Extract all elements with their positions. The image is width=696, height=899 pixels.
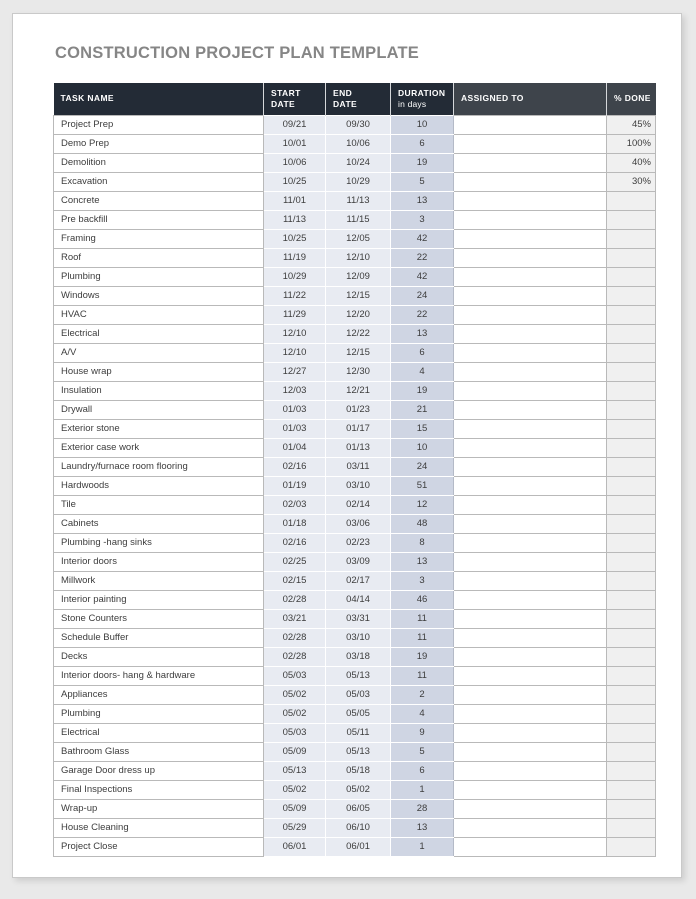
task-name-cell: HVAC <box>54 305 264 324</box>
percent-done-cell <box>607 324 656 343</box>
percent-done-cell <box>607 552 656 571</box>
task-name-cell: Stone Counters <box>54 609 264 628</box>
document-page <box>12 13 682 878</box>
start-date-cell: 02/28 <box>264 647 326 666</box>
assigned-to-cell <box>454 590 607 609</box>
table-row <box>54 400 656 419</box>
end-date-cell: 11/13 <box>326 191 391 210</box>
table-row <box>54 419 656 438</box>
task-name-cell: Project Close <box>54 837 264 856</box>
task-name-cell: Insulation <box>54 381 264 400</box>
assigned-to-cell <box>454 229 607 248</box>
table-row <box>54 799 656 818</box>
page-title: CONSTRUCTION PROJECT PLAN TEMPLATE <box>55 44 419 62</box>
start-date-cell: 06/01 <box>264 837 326 856</box>
start-date-cell: 02/15 <box>264 571 326 590</box>
table-row <box>54 153 656 172</box>
task-name-cell: Plumbing <box>54 704 264 723</box>
duration-cell: 3 <box>391 571 454 590</box>
start-date-cell: 01/18 <box>264 514 326 533</box>
table-row <box>54 210 656 229</box>
task-name-cell: Demo Prep <box>54 134 264 153</box>
end-date-cell: 10/29 <box>326 172 391 191</box>
duration-cell: 6 <box>391 343 454 362</box>
start-date-cell: 05/02 <box>264 780 326 799</box>
start-date-cell: 02/28 <box>264 628 326 647</box>
percent-done-cell <box>607 229 656 248</box>
task-name-cell: Decks <box>54 647 264 666</box>
start-date-cell: 05/29 <box>264 818 326 837</box>
start-date-cell: 10/01 <box>264 134 326 153</box>
task-name-cell: Excavation <box>54 172 264 191</box>
duration-cell: 9 <box>391 723 454 742</box>
col-header-end-line1: END <box>333 88 353 99</box>
assigned-to-cell <box>454 742 607 761</box>
percent-done-cell <box>607 704 656 723</box>
assigned-to-cell <box>454 476 607 495</box>
percent-done-cell <box>607 343 656 362</box>
assigned-to-cell <box>454 609 607 628</box>
end-date-cell: 05/05 <box>326 704 391 723</box>
start-date-cell: 05/09 <box>264 742 326 761</box>
percent-done-cell <box>607 647 656 666</box>
end-date-cell: 01/23 <box>326 400 391 419</box>
percent-done-cell <box>607 742 656 761</box>
end-date-cell: 12/09 <box>326 267 391 286</box>
start-date-cell: 11/19 <box>264 248 326 267</box>
assigned-to-cell <box>454 248 607 267</box>
end-date-cell: 05/11 <box>326 723 391 742</box>
start-date-cell: 01/19 <box>264 476 326 495</box>
task-name-cell: Laundry/furnace room flooring <box>54 457 264 476</box>
duration-cell: 6 <box>391 761 454 780</box>
task-name-cell: Drywall <box>54 400 264 419</box>
percent-done-cell: 40% <box>607 153 656 172</box>
percent-done-cell <box>607 780 656 799</box>
percent-done-cell <box>607 685 656 704</box>
duration-cell: 11 <box>391 628 454 647</box>
assigned-to-cell <box>454 210 607 229</box>
table-row <box>54 457 656 476</box>
task-name-cell: House Cleaning <box>54 818 264 837</box>
assigned-to-cell <box>454 704 607 723</box>
task-name-cell: Appliances <box>54 685 264 704</box>
task-name-cell: Pre backfill <box>54 210 264 229</box>
table-row <box>54 723 656 742</box>
duration-cell: 51 <box>391 476 454 495</box>
percent-done-cell <box>607 400 656 419</box>
assigned-to-cell <box>454 381 607 400</box>
start-date-cell: 01/04 <box>264 438 326 457</box>
table-row <box>54 780 656 799</box>
table-row <box>54 552 656 571</box>
table-row <box>54 476 656 495</box>
table-row <box>54 115 656 134</box>
percent-done-cell <box>607 571 656 590</box>
header-row <box>54 83 656 115</box>
end-date-cell: 03/18 <box>326 647 391 666</box>
percent-done-cell <box>607 818 656 837</box>
percent-done-cell <box>607 628 656 647</box>
start-date-cell: 10/25 <box>264 229 326 248</box>
assigned-to-cell <box>454 514 607 533</box>
percent-done-cell <box>607 381 656 400</box>
col-header-start-line2: DATE <box>271 98 296 109</box>
duration-cell: 5 <box>391 172 454 191</box>
assigned-to-cell <box>454 343 607 362</box>
end-date-cell: 12/10 <box>326 248 391 267</box>
assigned-to-cell <box>454 666 607 685</box>
assigned-to-cell <box>454 267 607 286</box>
task-name-cell: Framing <box>54 229 264 248</box>
duration-cell: 15 <box>391 419 454 438</box>
percent-done-cell <box>607 666 656 685</box>
start-date-cell: 02/16 <box>264 457 326 476</box>
duration-cell: 1 <box>391 780 454 799</box>
duration-cell: 13 <box>391 191 454 210</box>
end-date-cell: 06/05 <box>326 799 391 818</box>
start-date-cell: 05/09 <box>264 799 326 818</box>
duration-cell: 19 <box>391 647 454 666</box>
assigned-to-cell <box>454 286 607 305</box>
assigned-to-cell <box>454 305 607 324</box>
assigned-to-cell <box>454 438 607 457</box>
task-name-cell: Plumbing <box>54 267 264 286</box>
duration-cell: 12 <box>391 495 454 514</box>
start-date-cell: 12/27 <box>264 362 326 381</box>
table-row <box>54 248 656 267</box>
task-name-cell: Tile <box>54 495 264 514</box>
assigned-to-cell <box>454 780 607 799</box>
task-name-cell: Millwork <box>54 571 264 590</box>
end-date-cell: 02/17 <box>326 571 391 590</box>
assigned-to-cell <box>454 837 607 856</box>
percent-done-cell <box>607 761 656 780</box>
col-header-end-line2: DATE <box>333 98 358 109</box>
task-name-cell: Concrete <box>54 191 264 210</box>
col-header-assigned-to: ASSIGNED TO <box>454 83 607 115</box>
col-header-percent-done: % DONE <box>607 83 656 115</box>
start-date-cell: 10/25 <box>264 172 326 191</box>
duration-cell: 19 <box>391 381 454 400</box>
assigned-to-cell <box>454 115 607 134</box>
duration-cell: 42 <box>391 267 454 286</box>
assigned-to-cell <box>454 761 607 780</box>
start-date-cell: 05/02 <box>264 685 326 704</box>
start-date-cell: 05/13 <box>264 761 326 780</box>
task-name-cell: Garage Door dress up <box>54 761 264 780</box>
duration-cell: 11 <box>391 609 454 628</box>
table-row <box>54 381 656 400</box>
end-date-cell: 06/10 <box>326 818 391 837</box>
percent-done-cell <box>607 210 656 229</box>
end-date-cell: 12/15 <box>326 343 391 362</box>
duration-cell: 5 <box>391 742 454 761</box>
start-date-cell: 05/02 <box>264 704 326 723</box>
end-date-cell: 01/13 <box>326 438 391 457</box>
task-name-cell: Windows <box>54 286 264 305</box>
task-name-cell: Exterior stone <box>54 419 264 438</box>
end-date-cell: 12/21 <box>326 381 391 400</box>
duration-cell: 13 <box>391 324 454 343</box>
duration-cell: 24 <box>391 286 454 305</box>
end-date-cell: 03/11 <box>326 457 391 476</box>
start-date-cell: 02/03 <box>264 495 326 514</box>
table-row <box>54 324 656 343</box>
duration-cell: 10 <box>391 115 454 134</box>
task-name-cell: Exterior case work <box>54 438 264 457</box>
task-name-cell: Interior painting <box>54 590 264 609</box>
duration-cell: 13 <box>391 552 454 571</box>
start-date-cell: 12/10 <box>264 343 326 362</box>
percent-done-cell <box>607 457 656 476</box>
start-date-cell: 02/28 <box>264 590 326 609</box>
percent-done-cell <box>607 799 656 818</box>
duration-cell: 6 <box>391 134 454 153</box>
assigned-to-cell <box>454 362 607 381</box>
col-header-start-date <box>264 83 326 115</box>
task-name-cell: Demolition <box>54 153 264 172</box>
assigned-to-cell <box>454 818 607 837</box>
duration-cell: 28 <box>391 799 454 818</box>
table-header <box>54 83 656 115</box>
end-date-cell: 05/02 <box>326 780 391 799</box>
task-name-cell: Final Inspections <box>54 780 264 799</box>
col-header-duration-line2: in days <box>398 98 427 109</box>
percent-done-cell <box>607 419 656 438</box>
table-row <box>54 495 656 514</box>
end-date-cell: 09/30 <box>326 115 391 134</box>
percent-done-cell: 30% <box>607 172 656 191</box>
end-date-cell: 10/24 <box>326 153 391 172</box>
end-date-cell: 12/15 <box>326 286 391 305</box>
percent-done-cell <box>607 476 656 495</box>
percent-done-cell <box>607 438 656 457</box>
task-name-cell: A/V <box>54 343 264 362</box>
assigned-to-cell <box>454 324 607 343</box>
table-row <box>54 704 656 723</box>
percent-done-cell: 45% <box>607 115 656 134</box>
task-name-cell: Wrap-up <box>54 799 264 818</box>
start-date-cell: 11/29 <box>264 305 326 324</box>
task-name-cell: House wrap <box>54 362 264 381</box>
table-row <box>54 533 656 552</box>
percent-done-cell <box>607 191 656 210</box>
col-header-duration <box>391 83 454 115</box>
percent-done-cell <box>607 837 656 856</box>
percent-done-cell <box>607 286 656 305</box>
assigned-to-cell <box>454 628 607 647</box>
percent-done-cell <box>607 514 656 533</box>
assigned-to-cell <box>454 153 607 172</box>
assigned-to-cell <box>454 552 607 571</box>
task-name-cell: Plumbing -hang sinks <box>54 533 264 552</box>
table-row <box>54 172 656 191</box>
table-row <box>54 818 656 837</box>
assigned-to-cell <box>454 723 607 742</box>
end-date-cell: 06/01 <box>326 837 391 856</box>
assigned-to-cell <box>454 457 607 476</box>
percent-done-cell <box>607 267 656 286</box>
table-row <box>54 514 656 533</box>
end-date-cell: 03/09 <box>326 552 391 571</box>
table-row <box>54 191 656 210</box>
table-row <box>54 666 656 685</box>
start-date-cell: 11/01 <box>264 191 326 210</box>
percent-done-cell <box>607 609 656 628</box>
end-date-cell: 05/18 <box>326 761 391 780</box>
start-date-cell: 10/29 <box>264 267 326 286</box>
start-date-cell: 12/03 <box>264 381 326 400</box>
table-row <box>54 134 656 153</box>
assigned-to-cell <box>454 400 607 419</box>
project-plan-table <box>53 83 656 857</box>
task-name-cell: Bathroom Glass <box>54 742 264 761</box>
duration-cell: 48 <box>391 514 454 533</box>
duration-cell: 19 <box>391 153 454 172</box>
percent-done-cell <box>607 495 656 514</box>
duration-cell: 3 <box>391 210 454 229</box>
task-name-cell: Interior doors- hang & hardware <box>54 666 264 685</box>
start-date-cell: 03/21 <box>264 609 326 628</box>
start-date-cell: 10/06 <box>264 153 326 172</box>
duration-cell: 4 <box>391 704 454 723</box>
table-row <box>54 571 656 590</box>
assigned-to-cell <box>454 134 607 153</box>
duration-cell: 13 <box>391 818 454 837</box>
table-row <box>54 628 656 647</box>
task-name-cell: Project Prep <box>54 115 264 134</box>
assigned-to-cell <box>454 799 607 818</box>
task-name-cell: Hardwoods <box>54 476 264 495</box>
table-row <box>54 229 656 248</box>
percent-done-cell <box>607 248 656 267</box>
end-date-cell: 12/20 <box>326 305 391 324</box>
assigned-to-cell <box>454 495 607 514</box>
percent-done-cell <box>607 533 656 552</box>
duration-cell: 46 <box>391 590 454 609</box>
end-date-cell: 12/22 <box>326 324 391 343</box>
start-date-cell: 11/22 <box>264 286 326 305</box>
end-date-cell: 01/17 <box>326 419 391 438</box>
assigned-to-cell <box>454 172 607 191</box>
percent-done-cell <box>607 362 656 381</box>
end-date-cell: 02/14 <box>326 495 391 514</box>
start-date-cell: 11/13 <box>264 210 326 229</box>
task-name-cell: Electrical <box>54 723 264 742</box>
table-row <box>54 685 656 704</box>
col-header-end-date <box>326 83 391 115</box>
table-row <box>54 609 656 628</box>
assigned-to-cell <box>454 571 607 590</box>
end-date-cell: 03/31 <box>326 609 391 628</box>
duration-cell: 42 <box>391 229 454 248</box>
percent-done-cell <box>607 305 656 324</box>
table-body <box>54 115 656 856</box>
start-date-cell: 02/25 <box>264 552 326 571</box>
end-date-cell: 04/14 <box>326 590 391 609</box>
duration-cell: 2 <box>391 685 454 704</box>
duration-cell: 4 <box>391 362 454 381</box>
end-date-cell: 12/30 <box>326 362 391 381</box>
table-row <box>54 286 656 305</box>
duration-cell: 11 <box>391 666 454 685</box>
col-header-task-name: TASK NAME <box>54 83 264 115</box>
end-date-cell: 10/06 <box>326 134 391 153</box>
table-row <box>54 362 656 381</box>
end-date-cell: 05/13 <box>326 666 391 685</box>
assigned-to-cell <box>454 419 607 438</box>
table-row <box>54 343 656 362</box>
duration-cell: 21 <box>391 400 454 419</box>
duration-cell: 10 <box>391 438 454 457</box>
end-date-cell: 03/10 <box>326 476 391 495</box>
assigned-to-cell <box>454 685 607 704</box>
duration-cell: 8 <box>391 533 454 552</box>
duration-cell: 24 <box>391 457 454 476</box>
end-date-cell: 11/15 <box>326 210 391 229</box>
end-date-cell: 02/23 <box>326 533 391 552</box>
duration-cell: 22 <box>391 248 454 267</box>
percent-done-cell: 100% <box>607 134 656 153</box>
percent-done-cell <box>607 590 656 609</box>
table-row <box>54 267 656 286</box>
percent-done-cell <box>607 723 656 742</box>
task-name-cell: Schedule Buffer <box>54 628 264 647</box>
start-date-cell: 09/21 <box>264 115 326 134</box>
col-header-duration-line1: DURATION <box>398 88 446 99</box>
table-row <box>54 438 656 457</box>
assigned-to-cell <box>454 191 607 210</box>
end-date-cell: 12/05 <box>326 229 391 248</box>
start-date-cell: 01/03 <box>264 400 326 419</box>
start-date-cell: 05/03 <box>264 666 326 685</box>
assigned-to-cell <box>454 533 607 552</box>
end-date-cell: 03/10 <box>326 628 391 647</box>
table-row <box>54 837 656 856</box>
assigned-to-cell <box>454 647 607 666</box>
task-name-cell: Roof <box>54 248 264 267</box>
table-row <box>54 761 656 780</box>
end-date-cell: 03/06 <box>326 514 391 533</box>
task-name-cell: Electrical <box>54 324 264 343</box>
start-date-cell: 02/16 <box>264 533 326 552</box>
task-name-cell: Cabinets <box>54 514 264 533</box>
table-row <box>54 742 656 761</box>
end-date-cell: 05/13 <box>326 742 391 761</box>
table-row <box>54 305 656 324</box>
duration-cell: 1 <box>391 837 454 856</box>
start-date-cell: 01/03 <box>264 419 326 438</box>
table-row <box>54 647 656 666</box>
duration-cell: 22 <box>391 305 454 324</box>
start-date-cell: 12/10 <box>264 324 326 343</box>
start-date-cell: 05/03 <box>264 723 326 742</box>
col-header-start-line1: START <box>271 88 301 99</box>
table-row <box>54 590 656 609</box>
end-date-cell: 05/03 <box>326 685 391 704</box>
task-name-cell: Interior doors <box>54 552 264 571</box>
